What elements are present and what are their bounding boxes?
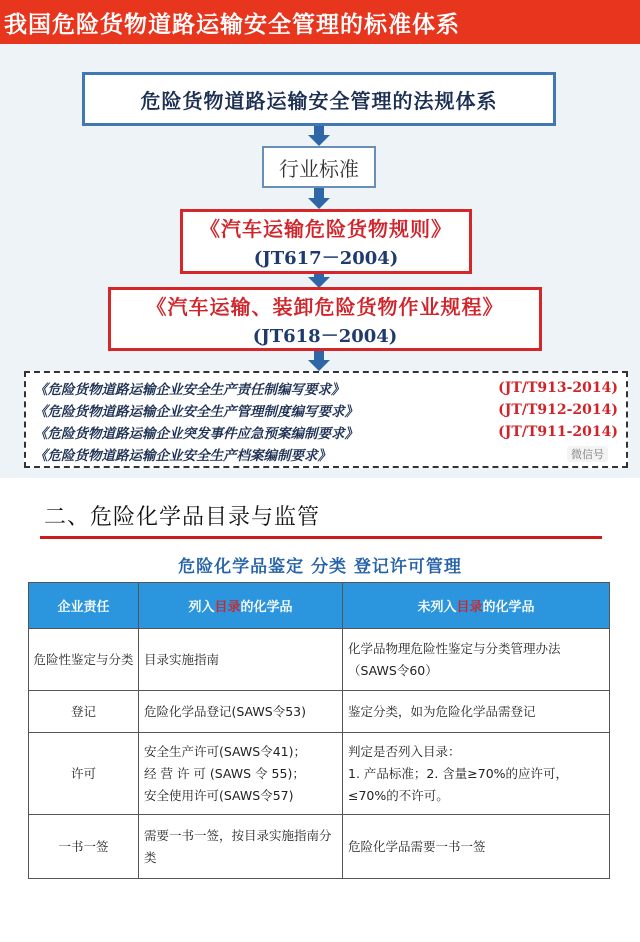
duty-cell: 一书一签 — [29, 815, 139, 879]
standard-code: (JT/T911-2014) — [498, 424, 618, 440]
catalog-keyword: 目录 — [214, 600, 241, 615]
header-unlisted: 未列入目录的化学品 — [343, 583, 610, 629]
regulation-jt617-box — [180, 209, 472, 274]
regulation-jt617-title: 《汽车运输危险货物规则》 — [200, 217, 452, 241]
listed-cell: 危险化学品登记(SAWS令53) — [139, 691, 343, 733]
regulation-system-label: 危险货物道路运输安全管理的法规体系 — [140, 88, 498, 113]
unlisted-cell: 鉴定分类，如为危险化学品需登记 — [343, 691, 610, 733]
regulation-jt618-title: 《汽车运输、装卸危险货物作业规程》 — [146, 294, 504, 319]
arrow-down-icon — [308, 126, 330, 146]
arrow-down-icon — [308, 188, 330, 209]
standard-row — [34, 421, 618, 443]
slide-title-bar — [0, 0, 640, 44]
chemical-management-table — [28, 582, 610, 879]
regulation-jt617-code: (JT617－2004) — [253, 248, 399, 269]
standard-code: (JT/T913-2014) — [498, 380, 618, 396]
standard-row — [34, 399, 618, 421]
duty-cell: 许可 — [29, 733, 139, 815]
unlisted-cell: 判定是否列入目录： 1. 产品标准；2. 含量≥70%的应许可，≤70%的不许可。 — [343, 733, 610, 815]
heading-divider — [40, 536, 602, 539]
standard-name: 《危险货物道路运输企业突发事件应急预案编制要求》 — [34, 426, 358, 442]
table-row — [29, 733, 610, 815]
regulation-jt618-box — [108, 287, 542, 351]
table-row — [29, 629, 610, 691]
standard-row — [34, 443, 618, 465]
slide-title: 我国危险货物道路运输安全管理的标准体系 — [4, 11, 460, 38]
industry-standards-list — [24, 371, 628, 468]
listed-cell: 需要一书一签，按目录实施指南分类 — [139, 815, 343, 879]
standard-name: 《危险货物道路运输企业安全生产档案编制要求》 — [34, 448, 331, 464]
industry-standard-box — [262, 146, 376, 188]
table-subtitle: 危险化学品鉴定 分类 登记许可管理 — [178, 557, 462, 577]
standard-name: 《危险货物道路运输企业安全生产管理制度编写要求》 — [34, 404, 358, 420]
wechat-watermark: 微信号 — [567, 446, 608, 462]
catalog-keyword: 目录 — [456, 600, 483, 615]
header-duty: 企业责任 — [29, 583, 139, 629]
table-row — [29, 815, 610, 879]
arrow-down-icon — [308, 351, 330, 371]
standard-code: (JT/T912-2014) — [498, 402, 618, 418]
table-header-row — [29, 583, 610, 629]
industry-standard-label: 行业标准 — [279, 156, 359, 181]
duty-cell: 登记 — [29, 691, 139, 733]
section-heading: 二、危险化学品目录与监管 — [44, 505, 321, 530]
unlisted-cell: 危险化学品需要一书一签 — [343, 815, 610, 879]
duty-cell: 危险性鉴定与分类 — [29, 629, 139, 691]
unlisted-cell: 化学品物理危险性鉴定与分类管理办法（SAWS令60） — [343, 629, 610, 691]
header-listed: 列入目录的化学品 — [139, 583, 343, 629]
regulation-jt618-code: (JT618－2004) — [252, 325, 398, 347]
table-row — [29, 691, 610, 733]
regulation-system-box — [82, 72, 556, 126]
listed-cell: 安全生产许可(SAWS令41)； 经 营 许 可 (SAWS 令 55)； 安全使用许可(SAWS令57) — [139, 733, 343, 815]
listed-cell: 目录实施指南 — [139, 629, 343, 691]
arrow-down-icon — [308, 274, 330, 287]
standard-row — [34, 377, 618, 399]
standard-name: 《危险货物道路运输企业安全生产责任制编写要求》 — [34, 382, 345, 398]
catalog-slide — [0, 478, 640, 942]
